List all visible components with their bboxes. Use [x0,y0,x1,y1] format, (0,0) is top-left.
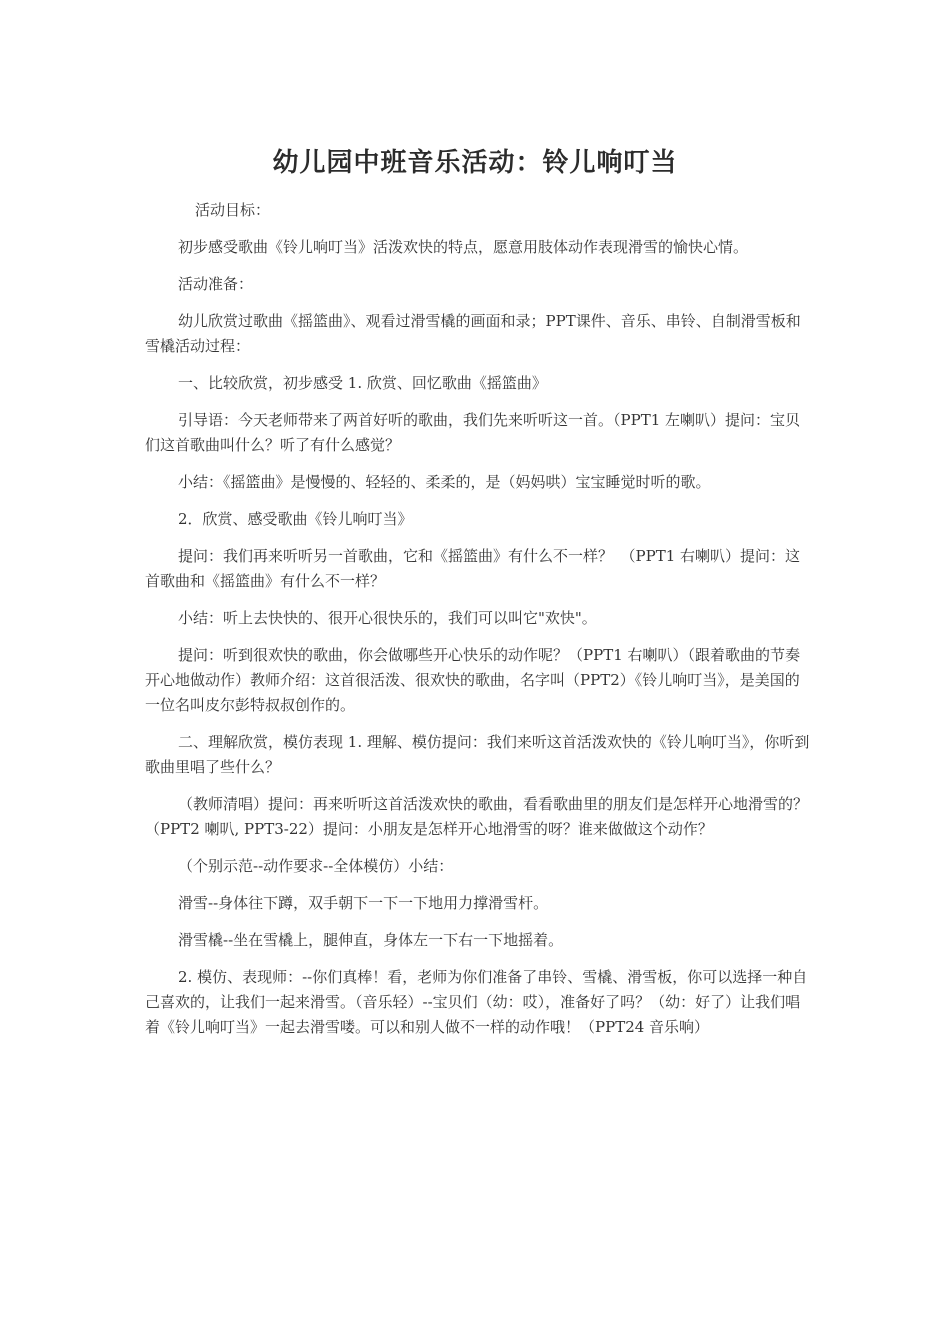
paragraph: （个别示范--动作要求--全体模仿）小结： [178,857,454,875]
paragraph: 幼儿欣赏过歌曲《摇篮曲》、观看过滑雪橇的画面和录；PPT课件、音乐、串铃、自制滑雪板和雪橇活动过程： [145,312,801,355]
section-heading-goals: 活动目标： [195,201,271,219]
paragraph: 小结：听上去快快的、很开心很快乐的，我们可以叫它"欢快"。 [178,609,597,627]
paragraph: 引导语：今天老师带来了两首好听的歌曲，我们先来听听这一首。（PPT1 左喇叭）提问：宝贝们这首歌曲叫什么？听了有什么感觉？ [145,411,801,454]
paragraph: 2．欣赏、感受歌曲《铃儿响叮当》 [178,510,413,528]
paragraph: 小结：《摇篮曲》是慢慢的、轻轻的、柔柔的，是（妈妈哄）宝宝睡觉时听的歌。 [178,473,711,491]
paragraph: 提问：听到很欢快的歌曲，你会做哪些开心快乐的动作呢？（PPT1 右喇叭）（跟着歌曲的节奏开心地做动作）教师介绍：这首很活泼、很欢快的歌曲，名字叫（PPT2）《铃儿响叮当》，是美国的一位名叫皮尔彭特叔叔创作的。 [145,646,801,714]
paragraph: （教师清唱）提问：再来听听这首活泼欢快的歌曲，看看歌曲里的朋友们是怎样开心地滑雪的？（PPT2 喇叭, PPT3-22）提问：小朋友是怎样开心地滑雪的呀？谁来做做这个动作？ [145,795,809,838]
paragraph: 滑雪橇--坐在雪橇上，腿伸直，身体左一下右一下地摇着。 [178,931,564,949]
paragraph: 二、理解欣赏，模仿表现 1. 理解、模仿提问：我们来听这首活泼欢快的《铃儿响叮当》，你听到歌曲里唱了些什么？ [145,733,810,776]
paragraph: 2. 模仿、表现师：--你们真棒！看，老师为你们准备了串铃、雪橇、滑雪板，你可以选择一种自己喜欢的，让我们一起来滑雪。（音乐轻）--宝贝们（幼：哎），准备好了吗？（幼：好了）让我们唱着《铃儿响叮当》一起去滑雪喽。可以和别人做不一样的动作哦！（PPT24 音乐响） [145,968,808,1036]
document-title: 幼儿园中班音乐活动：铃儿响叮当 [272,148,678,178]
section-heading-preparation: 活动准备： [178,275,254,293]
paragraph: 滑雪--身体往下蹲，双手朝下一下一下地用力撑滑雪杆。 [178,894,549,912]
document-body [145,198,810,1052]
paragraph: 初步感受歌曲《铃儿响叮当》活泼欢快的特点，愿意用肢体动作表现滑雪的愉快心情。 [178,238,749,256]
paragraph: 提问：我们再来听听另一首歌曲，它和《摇篮曲》有什么不一样？ （PPT1 右喇叭）提问：这首歌曲和《摇篮曲》有什么不一样？ [145,547,801,590]
paragraph: 一、比较欣赏，初步感受 1. 欣赏、回忆歌曲《摇篮曲》 [178,374,547,392]
